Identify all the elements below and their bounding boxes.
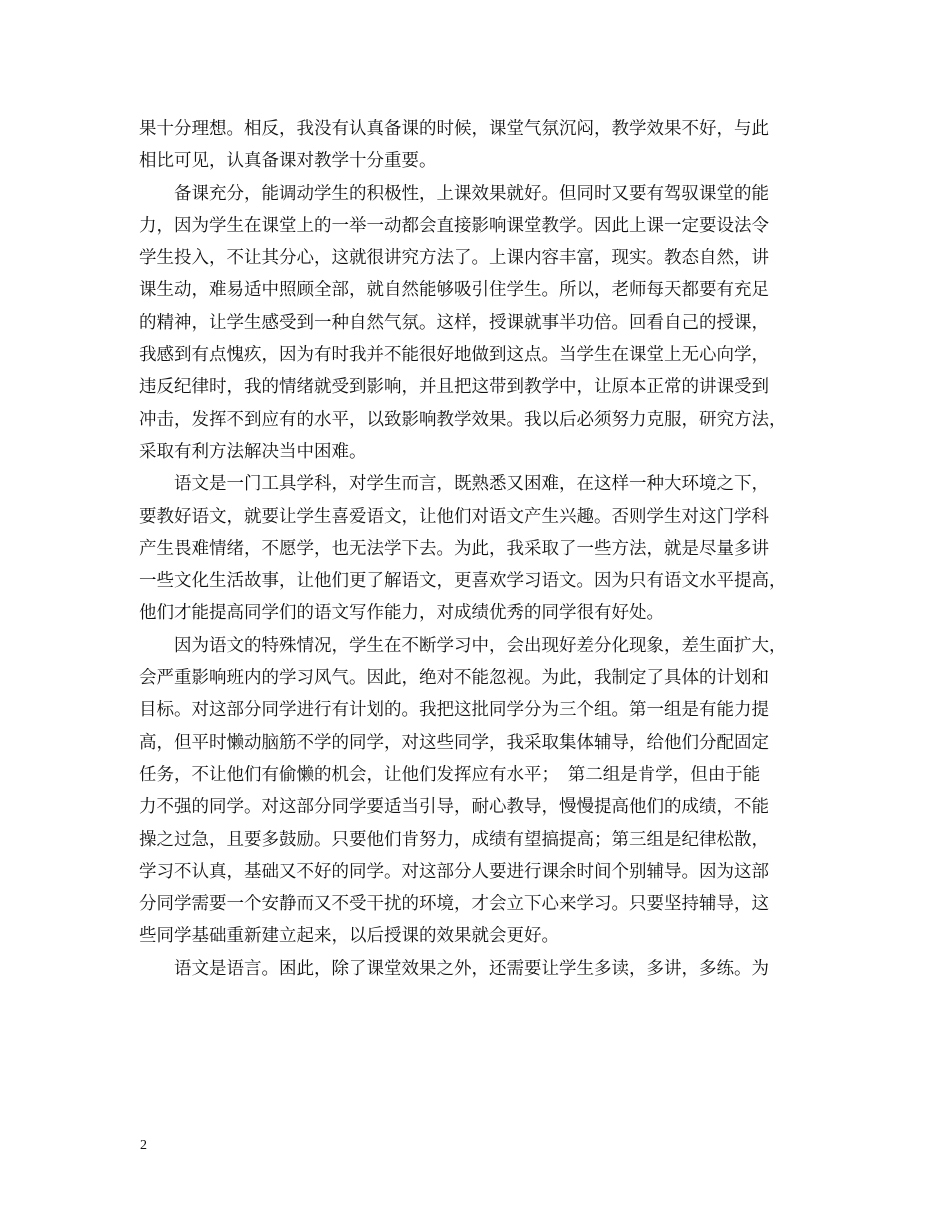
- text-line: 任务，不让他们有偷懒的机会，让他们发挥应有水平； 第二组是肯学，但由于能: [139, 764, 761, 785]
- text-line: 要教好语文，就要让学生喜爱语文，让他们对语文产生兴趣。否则学生对这门学科: [139, 506, 769, 527]
- paragraph: [139, 178, 823, 469]
- text-line: 一些文化生活故事，让他们更了解语文，更喜欢学习语文。因为只有语文水平提高，: [139, 571, 787, 592]
- text-line: 备课充分，能调动学生的积极性，上课效果就好。但同时又要有驾驭课堂的能: [139, 183, 769, 204]
- text-line: 课生动，难易适中照顾全部，就自然能够吸引住学生。所以，老师每天都要有充足: [139, 280, 769, 301]
- text-line: 操之过急，且要多鼓励。只要他们肯努力，成绩有望搞提高；第三组是纪律松散，: [139, 829, 769, 850]
- text-line: 目标。对这部分同学进行有计划的。我把这批同学分为三个组。第一组是有能力提: [139, 700, 769, 721]
- text-line: 冲击，发挥不到应有的水平，以致影响教学效果。我以后必须努力克服，研究方法，: [139, 409, 787, 430]
- text-line: 学生投入，不让其分心，这就很讲究方法了。上课内容丰富，现实。教态自然，讲: [139, 248, 769, 269]
- page-number: 2: [140, 1138, 147, 1153]
- text-line: 违反纪律时，我的情绪就受到影响，并且把这带到教学中，让原本正常的讲课受到: [139, 377, 769, 398]
- text-line: 些同学基础重新建立起来，以后授课的效果就会更好。: [139, 926, 559, 947]
- text-line: 果十分理想。相反，我没有认真备课的时候，课堂气氛沉闷，教学效果不好，与此: [139, 119, 769, 139]
- text-line: 语文是一门工具学科，对学生而言，既熟悉又困难，在这样一种大环境之下，: [139, 474, 769, 495]
- text-line: 会严重影响班内的学习风气。因此，绝对不能忽视。为此，我制定了具体的计划和: [139, 668, 769, 689]
- paragraph: [139, 113, 823, 178]
- paragraph: [139, 953, 823, 985]
- paragraph: [139, 630, 823, 953]
- text-line: 语文是语言。困此，除了课堂效果之外，还需要让学生多读，多讲，多练。为: [139, 958, 769, 979]
- text-line: 因为语文的特殊情况，学生在不断学习中，会出现好差分化现象，差生面扩大，: [139, 635, 787, 656]
- paragraph: [139, 468, 823, 629]
- text-line: 采取有利方法解决当中困难。: [139, 441, 367, 462]
- body-text: [139, 113, 823, 985]
- text-line: 他们才能提高同学们的语文写作能力，对成绩优秀的同学很有好处。: [139, 603, 664, 624]
- text-line: 产生畏难情绪，不愿学，也无法学下去。为此，我采取了一些方法，就是尽量多讲: [139, 538, 769, 559]
- text-line: 分同学需要一个安静而又不受干扰的环境，才会立下心来学习。只要坚持辅导，这: [139, 894, 769, 915]
- text-line: 高，但平时懒动脑筋不学的同学，对这些同学，我采取集体辅导，给他们分配固定: [139, 732, 769, 753]
- text-line: 我感到有点愧疚，因为有时我并不能很好地做到这点。当学生在课堂上无心向学，: [139, 345, 769, 366]
- text-line: 力，因为学生在课堂上的一举一动都会直接影响课堂教学。因此上课一定要设法令: [139, 215, 769, 236]
- text-line: 学习不认真，基础又不好的同学。对这部分人要进行课余时间个别辅导。因为这部: [139, 861, 769, 882]
- text-line: 相比可见，认真备课对教学十分重要。: [139, 151, 437, 172]
- text-line: 力不强的同学。对这部分同学要适当引导，耐心教导，慢慢提高他们的成绩，不能: [139, 797, 769, 818]
- text-line: 的精神，让学生感受到一种自然气氛。这样，授课就事半功倍。回看自己的授课，: [139, 312, 769, 333]
